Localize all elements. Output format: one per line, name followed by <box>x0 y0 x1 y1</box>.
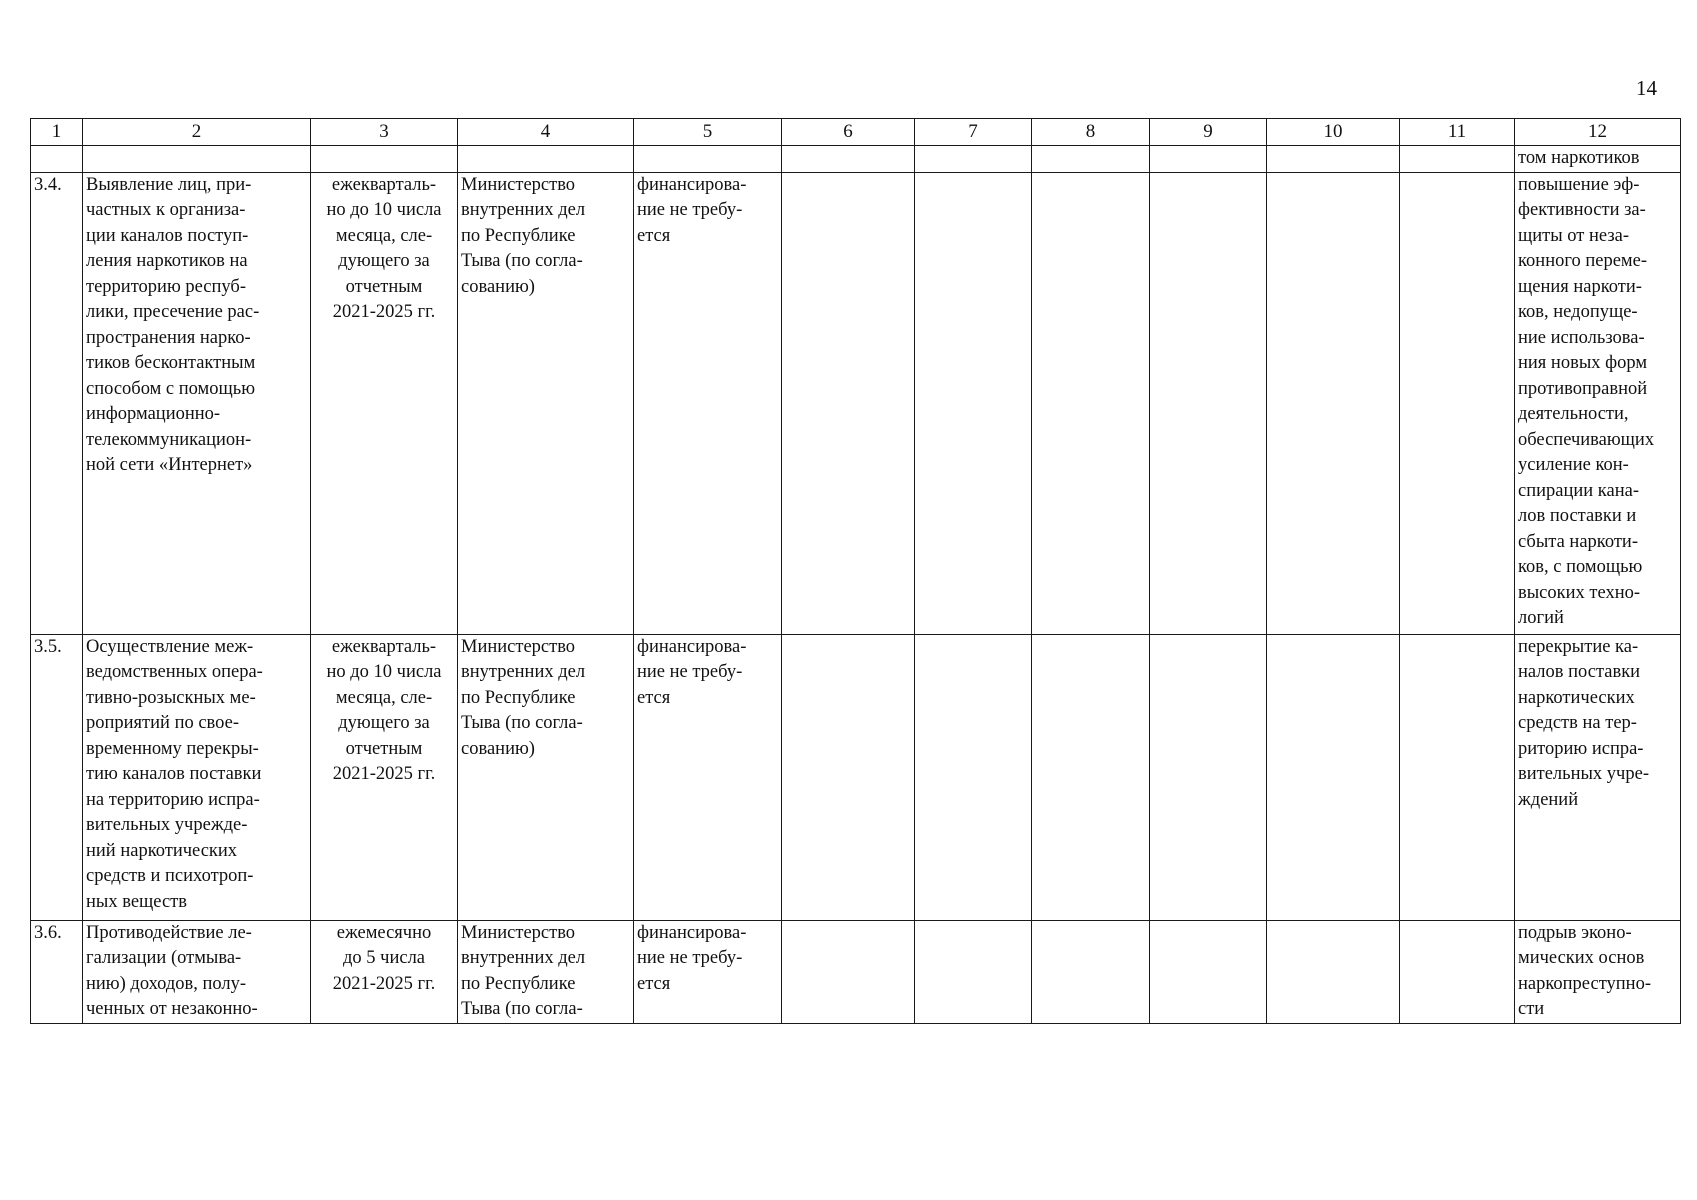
column-header: 10 <box>1267 119 1400 146</box>
table-cell <box>1267 920 1400 1023</box>
column-header: 2 <box>83 119 311 146</box>
table-cell <box>1032 146 1150 173</box>
table-row <box>31 172 1681 634</box>
column-header: 1 <box>31 119 83 146</box>
table-row <box>31 634 1681 920</box>
measures-table <box>30 118 1681 1024</box>
table-cell <box>1400 920 1515 1023</box>
table-cell <box>1150 634 1267 920</box>
table-cell <box>782 920 915 1023</box>
column-header: 6 <box>782 119 915 146</box>
table-cell <box>1150 172 1267 634</box>
financing-cell: финансирова- ние не требу- ется <box>634 920 782 1023</box>
continuation-row <box>31 146 1681 173</box>
column-header: 12 <box>1515 119 1681 146</box>
table-cell <box>782 634 915 920</box>
activity-cell: Осуществление меж- ведомственных опера- тивно-розыскных ме- роприятий по свое- временному перекры- тию каналов поставки на территорию испра- вительных учрежде- ний наркотических средств и психотроп- ных веществ <box>83 634 311 920</box>
activity-cell: Противодействие ле- гализации (отмыва- нию) доходов, полу- ченных от незаконно- <box>83 920 311 1023</box>
column-header: 3 <box>311 119 458 146</box>
term-cell: ежемесячно до 5 числа 2021-2025 гг. <box>311 920 458 1023</box>
table-cell <box>1150 146 1267 173</box>
executor-cell: Министерство внутренних дел по Республике Тыва (по согла- сованию) <box>458 172 634 634</box>
result-continuation: том наркотиков <box>1515 146 1681 173</box>
table-cell <box>782 146 915 173</box>
table-cell <box>1150 920 1267 1023</box>
column-header: 11 <box>1400 119 1515 146</box>
table-cell <box>1032 920 1150 1023</box>
term-cell: ежекварталь- но до 10 числа месяца, сле- дующего за отчетным 2021-2025 гг. <box>311 634 458 920</box>
table-cell <box>782 172 915 634</box>
table-row <box>31 920 1681 1023</box>
table-cell <box>1032 634 1150 920</box>
executor-cell: Министерство внутренних дел по Республике Тыва (по согла- сованию) <box>458 634 634 920</box>
result-cell: повышение эф- фективности за- щиты от неза- конного переме- щения наркоти- ков, недопуще- ние использова- ния новых форм противоправной деятельности, обеспечивающих усиление кон- спирации кана- лов поставки и сбыта наркоти- ков, с помощью высоких техно- логий <box>1515 172 1681 634</box>
table-cell <box>915 920 1032 1023</box>
table-cell <box>311 146 458 173</box>
row-number: 3.5. <box>31 634 83 920</box>
row-number: 3.4. <box>31 172 83 634</box>
column-header: 5 <box>634 119 782 146</box>
table-cell <box>1400 146 1515 173</box>
table-cell <box>634 146 782 173</box>
table-cell <box>31 146 83 173</box>
column-header: 4 <box>458 119 634 146</box>
table-cell <box>1267 146 1400 173</box>
table-cell <box>1400 172 1515 634</box>
table-cell <box>915 146 1032 173</box>
table-cell <box>1400 634 1515 920</box>
table-cell <box>1032 172 1150 634</box>
result-cell: перекрытие ка- налов поставки наркотических средств на тер- риторию испра- вительных учре- ждений <box>1515 634 1681 920</box>
column-header: 8 <box>1032 119 1150 146</box>
term-cell: ежекварталь- но до 10 числа месяца, сле- дующего за отчетным 2021-2025 гг. <box>311 172 458 634</box>
page-number: 14 <box>1636 76 1657 100</box>
table-cell <box>1267 634 1400 920</box>
table-cell <box>1267 172 1400 634</box>
financing-cell: финансирова- ние не требу- ется <box>634 172 782 634</box>
column-header: 7 <box>915 119 1032 146</box>
executor-cell: Министерство внутренних дел по Республике Тыва (по согла- <box>458 920 634 1023</box>
column-number-row <box>31 119 1681 146</box>
result-cell: подрыв эконо- мических основ наркопреступно- сти <box>1515 920 1681 1023</box>
financing-cell: финансирова- ние не требу- ется <box>634 634 782 920</box>
row-number: 3.6. <box>31 920 83 1023</box>
table-cell <box>915 634 1032 920</box>
table-cell <box>458 146 634 173</box>
table-cell <box>915 172 1032 634</box>
table-cell <box>83 146 311 173</box>
activity-cell: Выявление лиц, при- частных к организа- ции каналов поступ- ления наркотиков на территорию респуб- лики, пресечение рас- пространения нарко- тиков бесконтактным способом с помощью информационно- телекоммуникацион- ной сети «Интернет» <box>83 172 311 634</box>
column-header: 9 <box>1150 119 1267 146</box>
